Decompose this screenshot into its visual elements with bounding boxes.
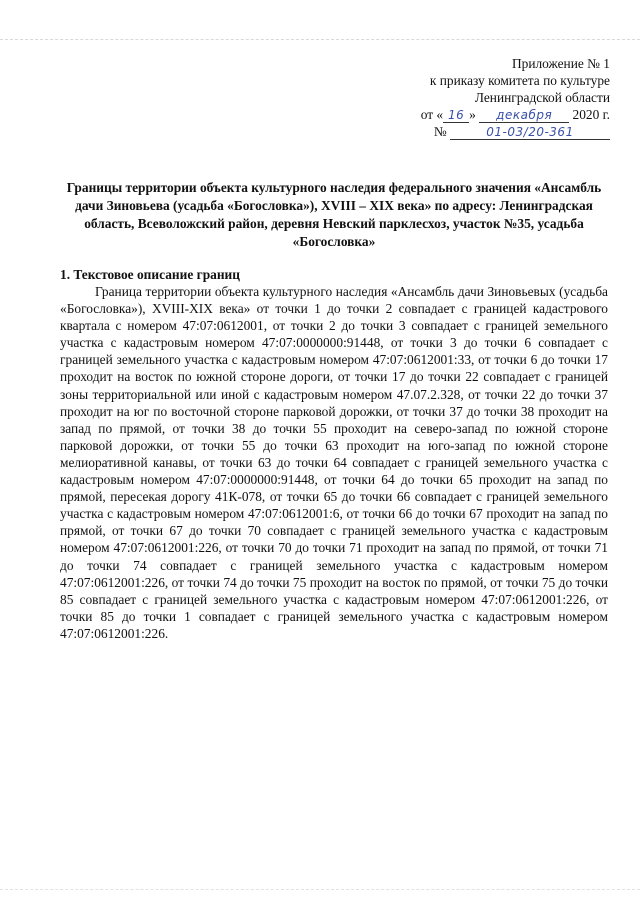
date-mid: »: [469, 107, 476, 122]
date-month-handwritten: декабря: [479, 109, 569, 123]
approval-appendix-line: Приложение № 1: [511, 56, 610, 71]
approval-order-line: к приказу комитета по культуре: [429, 73, 610, 88]
order-number-handwritten: 01-03/20-361: [450, 126, 610, 140]
approval-region-line: Ленинградской области: [474, 90, 610, 105]
approval-date-line: [310, 106, 610, 123]
number-prefix: №: [433, 124, 447, 139]
approval-block: [310, 55, 610, 140]
approval-number-line: [310, 123, 610, 140]
document-title: Границы территории объекта культурного наследия федерального значения «Ансамбль дачи Зиновьева (усадьба «Богословка»), XVIII – XIX века» по адресу: Ленинградская область, Всеволожский район, деревня Невский парклесхоз, участок №35, усадьба «Богословка»: [66, 180, 602, 249]
page-edge-top: [0, 39, 640, 40]
boundary-description-text: Граница территории объекта культурного наследия «Ансамбль дачи Зиновьевых (усадьба «Богословка»), XVIII-XIX века» от точки 1 до точки 2 совпадает с границей кадастрового квартала с номером 47:07:0612001, от точки 2 до точки 3 совпадает с границей земельного участка с кадастровым номером 47:07:0000000:91448, от точки 3 до точки 6 совпадает с границей земельного участка с кадастровым номером 47:07:0612001:33, от точки 6 до точки 17 проходит на восток по южной стороне дороги, от точки 17 до точки 22 совпадает с границей зоны территориальной или иной с кадастровым номером 47.07.2.328, от точки 22 до точки 37 проходит на юг по восточной стороне парковой дорожки, от точки 37 до точки 38 проходит на запад по прямой, от точки 38 до точки 55 проходит на северо-запад по южной стороне парковой дорожки, от точки 55 до точки 63 проходит на юго-запад по южной стороне мелиоративной канавы, от точки 63 до точки 64 совпадает с границей земельного участка с кадастровым номером 47:07:0000000:91448, от точки 64 до точки 65 проходит на запад по прямой, пересекая дорогу 41К-078, от точки 65 до точки 66 совпадает с границей земельного участка с кадастровым номером 47:07:0612001:6, от точки 66 до точки 67 проходит на запад по прямой, от точки 67 до точки 70 совпадает с границей земельного участка с кадастровым номером 47:07:0612001:226, от точки 70 до точки 71 проходит на запад по прямой, от точки 71 до точки 74 совпадает с границей земельного участка с кадастровым номером 47:07:0612001:226, от точки 74 до точки 75 проходит на восток по прямой, от точки 75 до точки 85 совпадает с границей земельного участка с кадастровым номером 47:07:0612001:226, от точки 85 до точки 1 совпадает с границей земельного участка с кадастровым номером 47:07:0612001:226.: [60, 284, 608, 641]
page-edge-bottom: [0, 889, 640, 890]
section-heading: 1. Текстовое описание границ: [60, 267, 240, 282]
date-prefix: от «: [420, 107, 444, 122]
date-day-handwritten: 16: [443, 109, 469, 123]
date-year: 2020 г.: [572, 107, 610, 122]
